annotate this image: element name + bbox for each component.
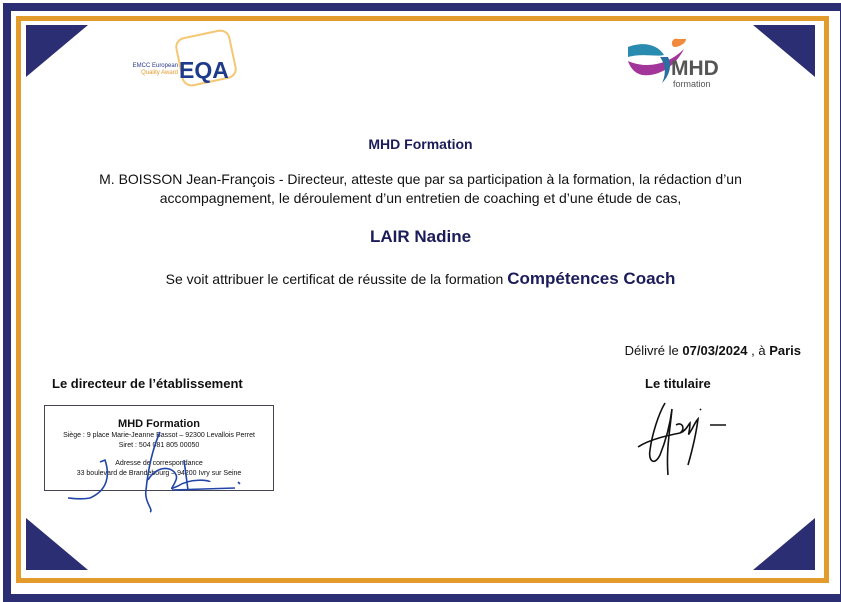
award-prefix: Se voit attribuer le certificat de réussite de la formation: [165, 271, 504, 287]
director-label: Le directeur de l’établissement: [52, 376, 243, 391]
mhd-mark: MHD: [671, 57, 719, 80]
stamp-siret: Siret : 504 081 805 00050: [118, 441, 200, 449]
director-signature: [60, 420, 250, 515]
stamp-hq: Siège : 9 place Marie-Jeanne Bassot – 92300 Levallois Perret: [63, 432, 255, 439]
eqa-line1: EMCC European: [132, 63, 178, 69]
stamp-name: MHD Formation: [118, 418, 200, 430]
corner-triangle: [26, 25, 88, 77]
delivery-date: 07/03/2024: [682, 343, 748, 358]
corner-triangle: [753, 518, 815, 570]
delivery-sep: , à: [751, 343, 766, 358]
corner-triangle: [26, 518, 88, 570]
corner-triangle: [753, 25, 815, 77]
stamp-corr-address: 33 boulevard de Brandebourg – 94200 Ivry sur Seine: [76, 469, 242, 477]
stamp-corr-label: Adresse de correspondance: [115, 460, 203, 467]
holder-label: Le titulaire: [645, 376, 711, 391]
certificate-title: MHD Formation: [368, 136, 473, 152]
attestation-text: [0, 170, 841, 208]
holder-signature: [630, 395, 740, 480]
attestation-line2: accompagnement, le déroulement d’un entretien de coaching et d’une étude de cas,: [159, 190, 682, 206]
attestation-line1: M. BOISSON Jean-François - Directeur, atteste que par sa participation à la formation, la rédaction d’un: [99, 171, 742, 187]
recipient-name: LAIR Nadine: [369, 227, 472, 246]
mhd-sub: formation: [673, 79, 711, 89]
eqa-line2: Quality Award: [141, 70, 178, 76]
delivery-place: Paris: [769, 343, 801, 358]
eqa-mark: EQA: [179, 57, 229, 83]
delivery-prefix: Délivré le: [624, 343, 679, 358]
course-name: Compétences Coach: [507, 269, 676, 288]
award-line: [0, 269, 841, 289]
delivery-line: [625, 343, 801, 358]
